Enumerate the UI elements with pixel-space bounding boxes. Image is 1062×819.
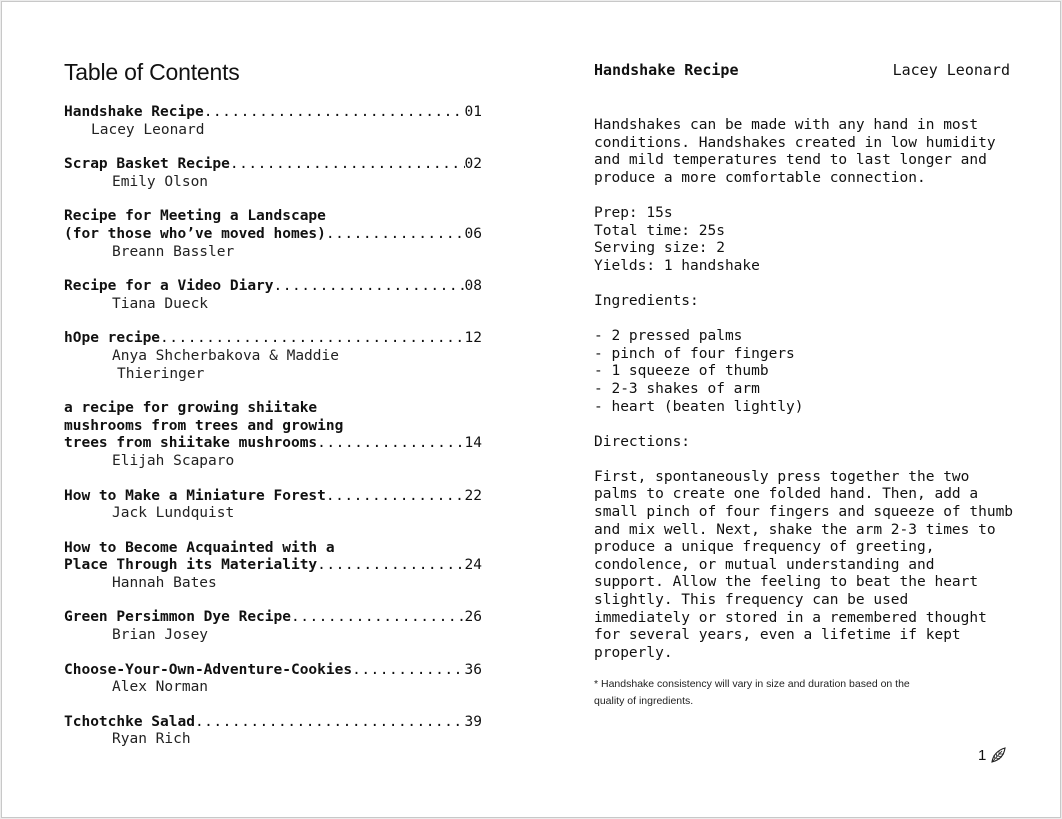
toc-entry-line	[64, 156, 482, 174]
footnote-line: quality of ingredients.	[594, 695, 694, 707]
toc-entry-title: (for those who’ve moved homes)	[64, 225, 326, 242]
toc-entry-line	[64, 435, 482, 453]
dot-leader	[230, 156, 465, 174]
toc-entry-line	[64, 662, 482, 680]
directions-line: and mix well. Next, shake the arm 2-3 times to	[594, 521, 996, 538]
toc-entry-title: mushrooms from trees and growing	[64, 417, 344, 434]
ingredient-item: - pinch of four fingers	[594, 345, 795, 362]
toc-entry-title: trees from shiitake mushrooms	[64, 435, 318, 452]
toc-entry-line	[64, 609, 482, 627]
dot-leader	[326, 488, 465, 506]
directions-text	[594, 469, 1014, 663]
toc-entry-title: Tchotchke Salad	[64, 713, 195, 730]
ingredient-item: - 1 squeeze of thumb	[594, 363, 769, 380]
toc-page-number: 39	[464, 713, 482, 730]
intro-line: and mild temperatures tend to last longer and	[594, 152, 987, 169]
dot-leader	[160, 330, 465, 348]
directions-line: palms to create one folded hand. Then, add a	[594, 486, 979, 503]
page-number-text: 1	[978, 746, 987, 764]
toc-entry	[64, 278, 482, 313]
toc-entry	[64, 662, 482, 697]
toc-page-number: 12	[464, 330, 482, 347]
ingredients-heading: Ingredients:	[594, 292, 699, 309]
recipe-title: Handshake Recipe	[594, 61, 739, 79]
dot-leader	[291, 609, 465, 627]
toc-author: Alex Norman	[112, 679, 209, 696]
toc-author: Thieringer	[117, 365, 205, 382]
toc-entry-line	[64, 278, 482, 296]
toc-entry-title: How to Make a Miniature Forest	[64, 487, 326, 504]
toc-entry-title: Recipe for Meeting a Landscape	[64, 208, 326, 225]
recipe-author: Lacey Leonard	[892, 61, 1010, 79]
dot-leader	[204, 104, 465, 122]
directions-heading: Directions:	[594, 433, 691, 450]
toc-entry-title: Scrap Basket Recipe	[64, 156, 230, 173]
toc-entry-line	[64, 330, 482, 348]
toc-entry-line	[64, 714, 482, 732]
toc-author: Ryan Rich	[112, 731, 191, 748]
dot-leader	[352, 662, 464, 680]
toc-entry	[64, 208, 482, 261]
toc-author: Elijah Scaparo	[112, 452, 235, 469]
toc-entry	[64, 400, 482, 470]
ingredient-item: - 2-3 shakes of arm	[594, 380, 760, 397]
toc-author: Emily Olson	[112, 173, 209, 190]
directions-line: immediately or stored in a remembered thought	[594, 609, 987, 626]
recipe-header	[594, 62, 1010, 81]
toc-page-number: 26	[464, 609, 482, 626]
left-page	[2, 2, 532, 817]
directions-line: support. Allow the feeling to beat the heart	[594, 574, 979, 591]
recipe-intro	[594, 117, 1014, 187]
dot-leader	[326, 226, 465, 244]
toc-heading: Table of Contents	[64, 59, 240, 85]
toc-author: Jack Lundquist	[112, 505, 235, 522]
toc-entry-title: Handshake Recipe	[64, 104, 204, 120]
toc-entry-title: Green Persimmon Dye Recipe	[64, 609, 291, 626]
toc-author: Breann Bassler	[112, 243, 235, 260]
page-number	[978, 746, 1007, 764]
toc-author: Tiana Dueck	[112, 295, 209, 312]
toc-entry	[64, 609, 482, 644]
toc-entry-title: Recipe for a Video Diary	[64, 278, 274, 295]
toc-author: Anya Shcherbakova & Maddie Thieringer	[64, 348, 482, 383]
toc-list	[64, 104, 482, 766]
intro-line: Handshakes can be made with any hand in most	[594, 117, 979, 133]
toc-page-number: 06	[464, 225, 482, 242]
toc-page-number: 14	[464, 435, 482, 452]
leaf-icon	[989, 746, 1007, 764]
toc-entry-line	[64, 488, 482, 506]
ingredient-item: - heart (beaten lightly)	[594, 398, 804, 415]
directions-line: condolence, or mutual understanding and	[594, 556, 935, 573]
footnote	[594, 676, 1014, 710]
dot-leader	[317, 557, 464, 575]
toc-entry	[64, 540, 482, 593]
ingredient-item: - 2 pressed palms	[594, 328, 743, 345]
toc-entry	[64, 488, 482, 523]
recipe-meta-item: Total time: 25s	[594, 222, 725, 239]
toc-entry	[64, 104, 482, 139]
right-page	[532, 2, 1060, 817]
toc-page-number: 01	[464, 104, 482, 120]
toc-page-number: 24	[464, 557, 482, 574]
toc-entry-title: How to Become Acquainted with a	[64, 539, 335, 556]
dot-leader	[195, 714, 465, 732]
toc-entry-line	[64, 104, 482, 122]
toc-entry	[64, 714, 482, 749]
toc-author: Lacey Leonard	[91, 121, 205, 138]
book-spread	[1, 1, 1061, 818]
toc-entry-title: a recipe for growing shiitake	[64, 400, 318, 417]
ingredients-list	[594, 328, 1014, 416]
toc-page-number: 02	[464, 156, 482, 173]
directions-line: for several years, even a lifetime if kept	[594, 627, 961, 644]
intro-line: conditions. Handshakes created in low humidity	[594, 134, 996, 151]
directions-line: properly.	[594, 644, 673, 661]
directions-line: First, spontaneously press together the two	[594, 468, 970, 485]
recipe-meta	[594, 205, 1014, 275]
recipe-meta-item: Serving size: 2	[594, 240, 725, 257]
intro-line: produce a more comfortable connection.	[594, 169, 926, 186]
toc-entry-title: Choose-Your-Own-Adventure-Cookies	[64, 661, 353, 678]
recipe-meta-item: Yields: 1 handshake	[594, 257, 760, 274]
directions-line: slightly. This frequency can be used	[594, 592, 909, 609]
toc-page-number: 36	[464, 661, 482, 678]
toc-entry-line	[64, 557, 482, 575]
toc-entry-title: Place Through its Materiality	[64, 557, 318, 574]
toc-author: Hannah Bates	[112, 574, 217, 591]
toc-page-number: 08	[464, 278, 482, 295]
footnote-line: * Handshake consistency will vary in size and duration based on the	[594, 678, 910, 690]
toc-entry-title: hOpe recipe	[64, 330, 161, 347]
recipe-meta-item: Prep: 15s	[594, 204, 673, 221]
directions-line: produce a unique frequency of greeting,	[594, 539, 935, 556]
dot-leader	[317, 435, 464, 453]
toc-entry	[64, 156, 482, 191]
directions-line: small pinch of four fingers and squeeze of thumb	[594, 504, 1014, 521]
toc-author: Brian Josey	[112, 627, 209, 644]
toc-entry-line	[64, 226, 482, 244]
toc-page-number: 22	[464, 487, 482, 504]
toc-entry	[64, 330, 482, 383]
recipe-body	[594, 117, 1014, 710]
dot-leader	[274, 278, 465, 296]
